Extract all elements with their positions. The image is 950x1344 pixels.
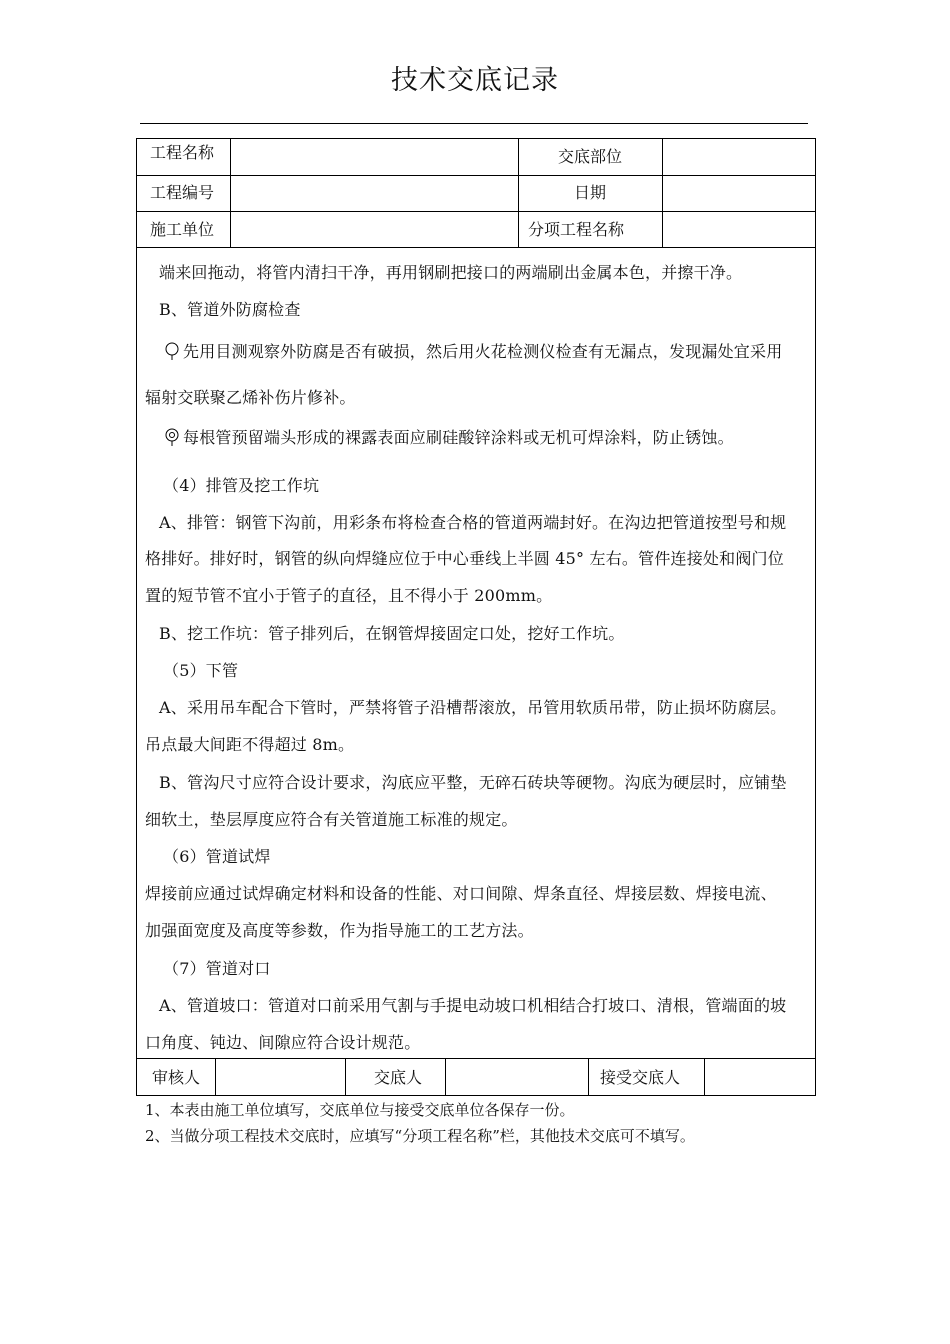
content-line: B、挖工作坑：管子排列后，在钢管焊接固定口处，挖好工作坑。 [159,624,625,643]
section-heading: （4）排管及挖工作坑 [163,476,320,495]
content-line: 加强面宽度及高度等参数，作为指导施工的工艺方法。 [145,921,534,940]
content-line: 端来回拖动，将管内清扫干净，再用钢刷把接口的两端刷出金属本色，并擦干净。 [159,263,743,282]
reviewer-label: 审核人 [152,1068,201,1087]
content-line-text: 每根管预留端头形成的裸露表面应刷硅酸锌涂料或无机可焊涂料，防止锈蚀。 [183,428,734,447]
presenter-signature[interactable] [446,1059,587,1095]
content-line: 吊点最大间距不得超过 8m。 [145,735,355,754]
content-line: 口角度、钝边、间隙应符合设计规范。 [145,1033,421,1052]
pin-bullet-icon [163,428,181,446]
receiver-signature[interactable] [705,1059,815,1095]
subitem-name-value[interactable] [663,212,815,246]
row-divider [137,247,815,248]
footnote: 1、本表由施工单位填写，交底单位与接受交底单位各保存一份。 [145,1101,575,1119]
project-number-value[interactable] [231,176,517,210]
project-name-label: 工程名称 [150,143,215,162]
section-heading: （7）管道对口 [163,959,271,978]
disclosure-location-label: 交底部位 [558,147,623,166]
content-line [163,425,734,448]
construction-unit-value[interactable] [231,212,517,246]
pin-bullet-icon [163,342,181,360]
presenter-label: 交底人 [374,1068,423,1087]
content-line: 格排好。排好时，钢管的纵向焊缝应位于中心垂线上半圆 45° 左右。管件连接处和阀门位 [145,549,784,568]
disclosure-location-value[interactable] [663,140,815,174]
content-line: A、采用吊车配合下管时，严禁将管子沿槽帮滚放，吊管用软质吊带，防止损坏防腐层。 [159,698,787,717]
content-line-text: 先用目测观察外防腐是否有破损，然后用火花检测仪检查有无漏点，发现漏处宜采用 [183,342,783,361]
content-line: B、管道外防腐检查 [159,300,301,319]
receiver-label: 接受交底人 [600,1068,681,1087]
construction-unit-label: 施工单位 [150,220,215,239]
col-divider [518,139,519,247]
content-line: 细软土，垫层厚度应符合有关管道施工标准的规定。 [145,810,518,829]
section-heading: （6）管道试焊 [163,847,271,866]
content-line: A、管道坡口：管道对口前采用气割与手提电动坡口机相结合打坡口、清根，管端面的坡 [159,996,787,1015]
col-divider [345,1058,346,1096]
content-line [163,339,782,362]
date-value[interactable] [663,176,815,210]
reviewer-signature[interactable] [216,1059,344,1095]
content-line: B、管沟尺寸应符合设计要求，沟底应平整，无碎石砖块等硬物。沟底为硬层时，应铺垫 [159,773,787,792]
document-title: 技术交底记录 [391,65,559,96]
col-divider [588,1058,589,1096]
content-line: A、排管：钢管下沟前，用彩条布将检查合格的管道两端封好。在沟边把管道按型号和规 [159,513,787,532]
title-divider [140,123,808,124]
footnote: 2、当做分项工程技术交底时，应填写“分项工程名称”栏，其他技术交底可不填写。 [145,1127,695,1145]
date-label: 日期 [574,183,607,202]
project-number-label: 工程编号 [150,183,215,202]
project-name-value[interactable] [231,140,517,174]
record-table [136,138,816,1096]
subitem-name-label: 分项工程名称 [528,220,625,239]
section-heading: （5）下管 [163,661,239,680]
content-line: 置的短节管不宜小于管子的直径，且不得小于 200mm。 [145,586,553,605]
content-line: 辐射交联聚乙烯补伤片修补。 [145,388,356,407]
content-line: 焊接前应通过试焊确定材料和设备的性能、对口间隙、焊条直径、焊接层数、焊接电流、 [145,884,777,903]
